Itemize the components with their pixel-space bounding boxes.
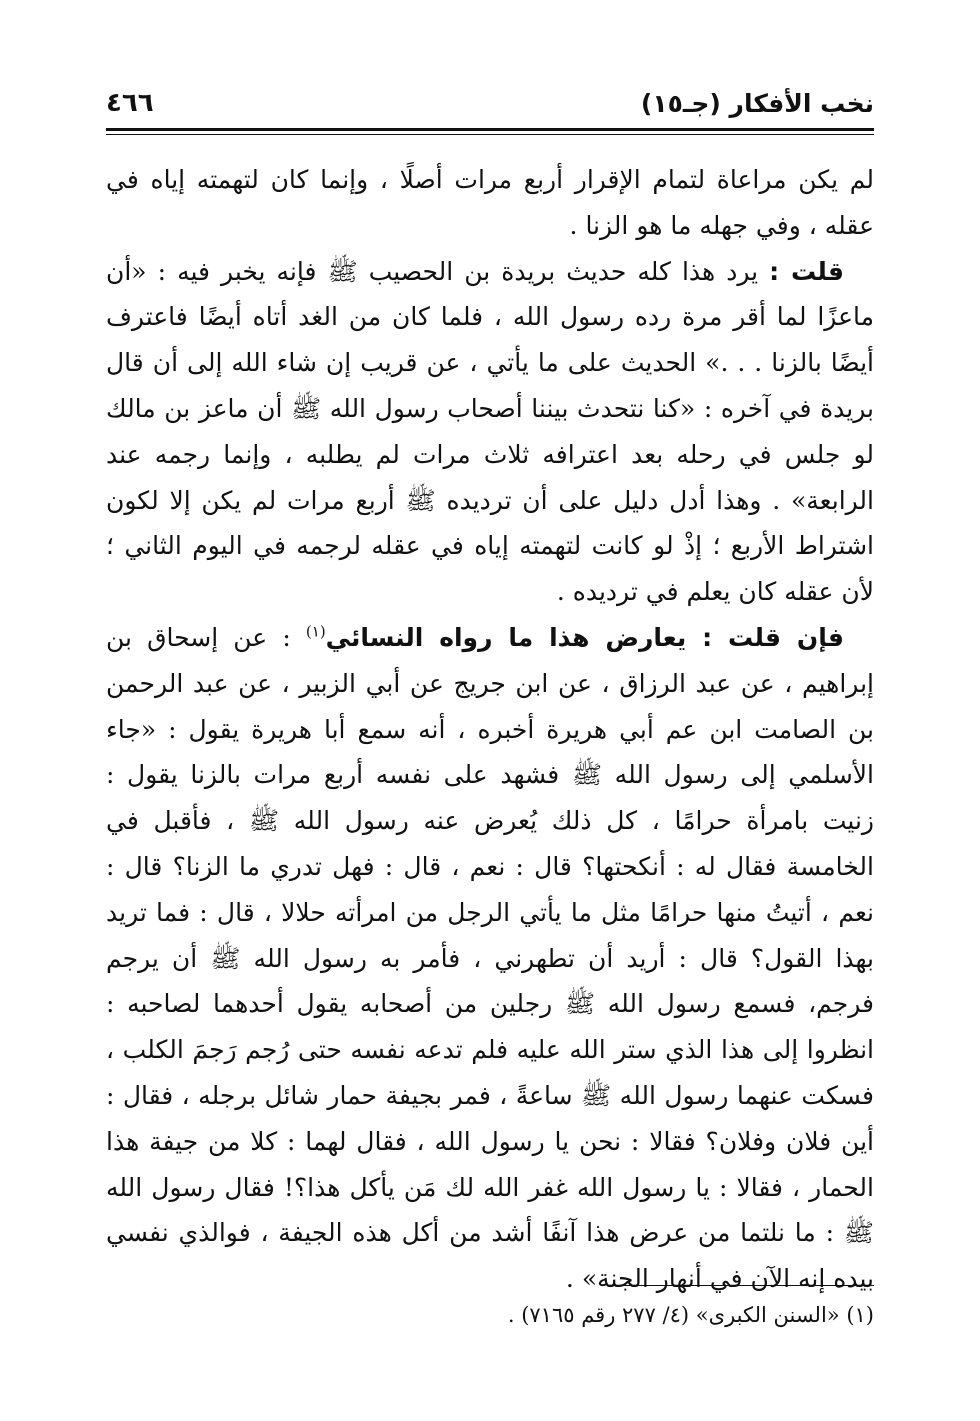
paragraph-3-text: : عن إسحاق بن إبراهيم ، عن عبد الرزاق ، عن ابن جريج عن أبي الزبير ، عن عبد الرحمن بن الصامت ابن عم أبي هريرة أخبره ، أنه سمع أبا هريرة يقول : «جاء الأسلمي إلى رسول الله ﷺ فشهد على نفسه أربع مرات بالزنا يقول : زنيت بامرأة حرامًا ، كل ذلك يُعرض عنه رسول الله ﷺ ، فأقبل في الخامسة فقال له : أنكحتها؟ قال : نعم ، قال : فهل تدري ما الزنا؟ قال : نعم ، أتيتُ منها حرامًا مثل ما يأتي الرجل من امرأته حلالا ، قال : فما تريد بهذا القول؟ قال : أريد أن تطهرني ، فأمر به رسول الله ﷺ أن يرجم فرجم، فسمع رسول الله ﷺ رجلين من أصحابه يقول أحدهما لصاحبه : انظروا إلى هذا الذي ستر الله عليه فلم تدعه نفسه حتى رُجم رَجمَ الكلب ، فسكت عنهما رسول الله ﷺ ساعةً ، فمر بجيفة حمار شائل برجله ، فقال : أين فلان وفلان؟ فقالا : نحن يا رسول الله ، فقال لهما : كلا من جيفة هذا الحمار ، فقالا : يا رسول الله غفر الله لك مَن يأكل هذا؟! فقال رسول الله ﷺ : ما نلتما من عرض هذا آنفًا أشد من أكل هذه الجيفة ، فوالذي نفسي بيده إنه الآن في أنهار الجنة» .	[106, 622, 874, 1294]
header-rule	[106, 128, 874, 135]
paragraph-3-lead: فإن قلت : يعارض هذا ما رواه النسائي	[325, 622, 844, 652]
footnote	[106, 1300, 874, 1330]
paragraph-2	[106, 249, 874, 615]
footnote-reference[interactable]: (١)	[305, 622, 326, 641]
book-title: نخب الأفكار (جـ١٥)	[640, 89, 874, 118]
running-header	[106, 78, 874, 118]
paragraph-2-lead: قلت :	[769, 256, 844, 286]
footnote-rule	[614, 1285, 874, 1286]
paragraph-2-text: يرد هذا كله حديث بريدة بن الحصيب ﷺ فإنه يخبر فيه : «أن ماعزًا لما أقر مرة رده رسول الله ، فلما كان من الغد أتاه أيضًا فاعترف أيضًا بالزنا . . .» الحديث على ما يأتي ، عن قريب إن شاء الله إلى أن قال بريدة في آخره : «كنا نتحدث بيننا أصحاب رسول الله ﷺ أن ماعز بن مالك لو جلس في رحله بعد اعترافه ثلاث مرات لم يطلبه ، وإنما رجمه عند الرابعة» . وهذا أدل دليل على أن ترديده ﷺ أربع مرات لم يكن إلا لكون اشتراط الأربع ؛ إذْ لو كانت لتهمته إياه في عقله لرجمه في اليوم الثاني ؛ لأن عقله كان يعلم في ترديده .	[106, 256, 874, 607]
paragraph-1	[106, 157, 874, 249]
paragraph-1-text: لم يكن مراعاة لتمام الإقرار أربع مرات أصلًا ، وإنما كان لتهمته إياه في عقله ، وفي جهله ما هو الزنا .	[106, 165, 874, 240]
paragraph-3	[106, 615, 874, 1302]
main-text	[106, 157, 874, 1302]
page-number: ٤٦٦	[106, 88, 154, 118]
footnote-1-text: (١) «السنن الكبرى» (٤/ ٢٧٧ رقم ٧١٦٥) .	[507, 1303, 874, 1327]
